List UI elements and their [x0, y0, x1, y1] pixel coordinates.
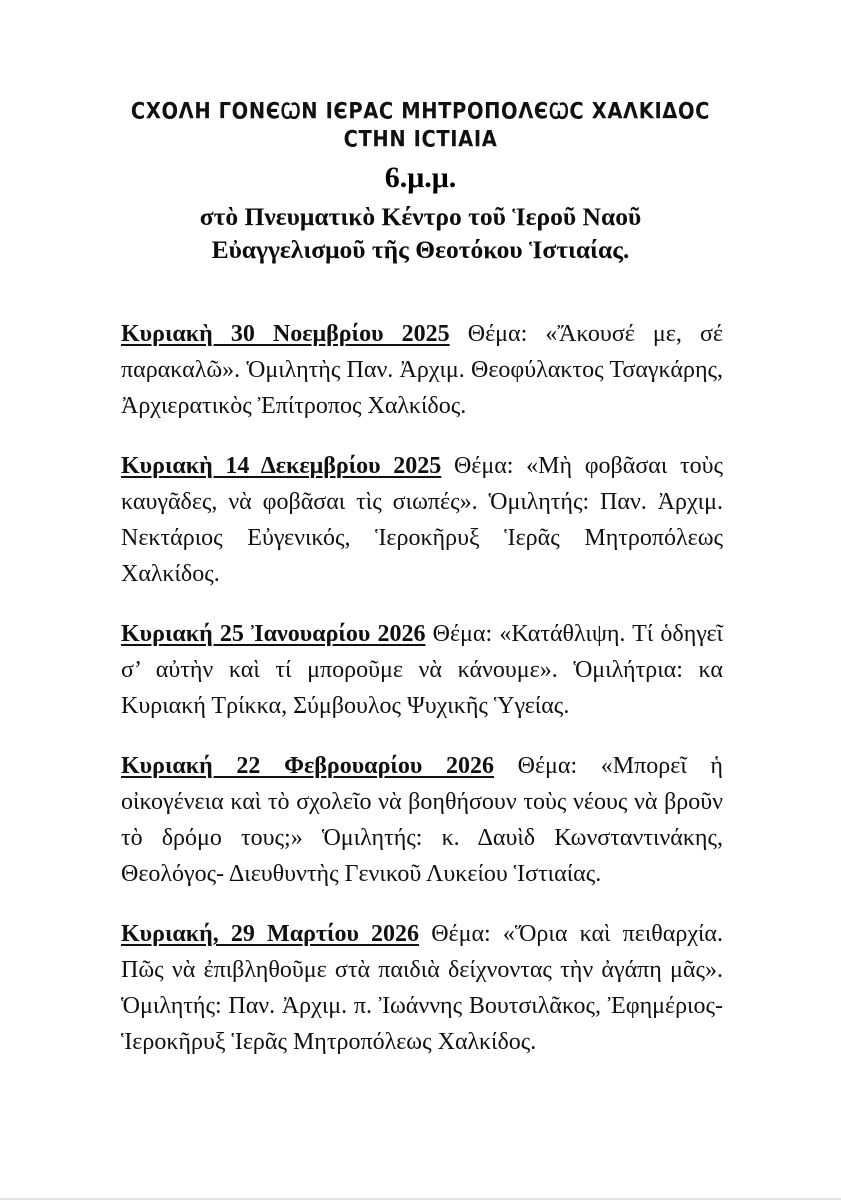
- entry-date: Κυριακὴ 14 Δεκεμβρίου 2025: [121, 453, 442, 479]
- masthead: [0, 96, 841, 152]
- entry-body: Θέμα: «Μὴ φοβᾶσαι τοὺς καυγᾶδες, νὰ φοβᾶσαι τὶς σιωπές». Ὁμιλητής: Παν. Ἀρχιμ. Νεκτάριος Εὐγενικός, Ἱεροκῆρυξ Ἱερᾶς Μητροπόλεως Χαλκίδος.: [121, 453, 723, 587]
- venue-line-2: Εὐαγγελισμοῦ τῆς Θεοτόκου Ἱστιαίας.: [211, 235, 630, 264]
- masthead-line-1: ϹΧΟΛΗ ΓΟΝЄꞶΝ ΙЄΡΑϹ ΜΗΤΡΟΠΟΛЄꞶϹ ΧΑΛΚΙΔΟϹ: [130, 98, 711, 124]
- entry-body: Θέμα: «Ἄκουσέ με, σέ παρακαλῶ». Ὁμιλητὴς Παν. Ἀρχιμ. Θεοφύλακτος Τσαγκάρης, Ἀρχιερατικὸς Ἐπίτροπος Χαλκίδος.: [121, 321, 723, 419]
- venue-block: [0, 200, 841, 266]
- venue-line-1: στὸ Πνευματικὸ Κέντρο τοῦ Ἱεροῦ Ναοῦ: [199, 202, 642, 231]
- event-time: 6.μ.μ.: [384, 161, 457, 194]
- entry-body: Θέμα: «Κατάθλιψη. Τί ὁδηγεῖ σ’ αὐτὴν καὶ τί μποροῦμε νὰ κάνουμε». Ὁμιλήτρια: κα Κυριακή Τρίκκα, Σύμβουλος Ψυχικῆς Ὑγείας.: [121, 621, 724, 719]
- masthead-line-2: ϹΤΗΝ ΙϹΤΙΑΙΑ: [343, 126, 498, 152]
- entry-date: Κυριακή 25 Ἰανουαρίου 2026: [121, 621, 426, 647]
- entry-body: Θέμα: «Μπορεῖ ἡ οἰκογένεια καὶ τὸ σχολεῖο νὰ βοηθήσουν τοὺς νέους νὰ βροῦν τὸ δρόμο τους;» Ὁμιλητής: κ. Δαυὶδ Κωνσταντινάκης, Θεολόγος- Διευθυντὴς Γενικοῦ Λυκείου Ἱστιαίας.: [121, 753, 723, 887]
- entry-body: Θέμα: «Ὅρια καὶ πειθαρχία. Πῶς νὰ ἐπιβληθοῦμε στὰ παιδιὰ δείχνοντας τὴν ἀγάπη μᾶς». Ὁμιλητής: Παν. Ἀρχιμ. π. Ἰωάννης Βουτσιλᾶκος, Ἐφημέριος-Ἱεροκῆρυξ Ἱερᾶς Μητροπόλεως Χαλκίδος.: [121, 921, 724, 1055]
- entry-date: Κυριακή 22 Φεβρουαρίου 2026: [121, 753, 494, 779]
- schedule-entry: [121, 748, 723, 892]
- schedule-entry: [121, 448, 723, 592]
- entry-date: Κυριακὴ 30 Νοεμβρίου 2025: [121, 321, 450, 347]
- schedule-entry: [121, 916, 723, 1060]
- entry-date: Κυριακή, 29 Μαρτίου 2026: [121, 921, 420, 947]
- schedule-entry-list: [121, 292, 723, 1060]
- schedule-entry: [121, 616, 723, 724]
- schedule-entry: [121, 316, 723, 424]
